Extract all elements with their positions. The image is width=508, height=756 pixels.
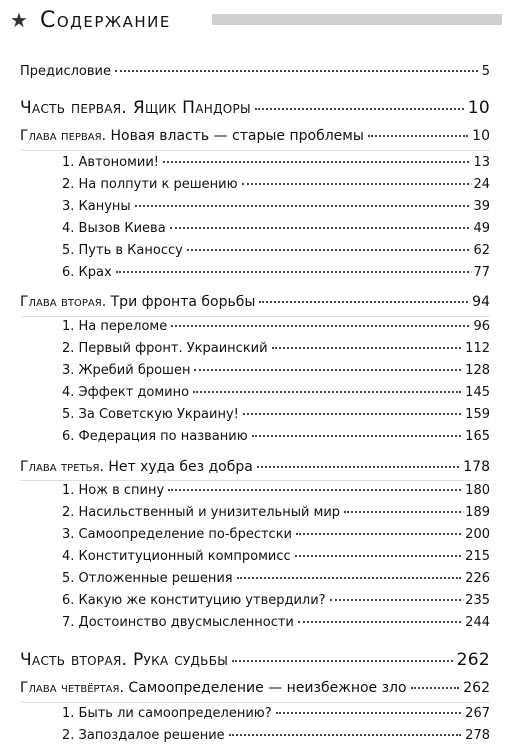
toc-entry-section[interactable] <box>62 363 490 378</box>
divider <box>20 316 490 317</box>
star-icon: ★ <box>10 8 28 32</box>
toc-entry-section[interactable] <box>62 615 490 630</box>
leader-dots <box>259 301 468 303</box>
toc-entry-page: 10 <box>467 98 490 118</box>
toc-section-label: 5. Путь в Каноссу <box>62 243 183 258</box>
leader-dots <box>115 70 478 72</box>
toc-entry-preface[interactable] <box>20 64 490 79</box>
toc-section-label: 6. Федерация по названию <box>62 429 248 444</box>
toc-entry-page: 24 <box>473 177 490 192</box>
toc-entry-section[interactable] <box>62 177 490 192</box>
toc-entry-section[interactable] <box>62 385 490 400</box>
toc-part-label: Часть первая. Ящик Пандоры <box>20 98 251 118</box>
leader-dots <box>411 687 460 689</box>
toc-section-label: 1. Автономии! <box>62 155 159 170</box>
toc-entry-page: 165 <box>465 429 490 444</box>
leader-dots <box>368 135 468 137</box>
leader-dots <box>232 660 453 662</box>
toc-entry-page: 145 <box>465 385 490 400</box>
toc-entry-section[interactable] <box>62 483 490 498</box>
leader-dots <box>135 205 470 207</box>
toc-entry-page: 180 <box>465 483 490 498</box>
toc-section-label: 2. Насильственный и унизительный мир <box>62 505 341 520</box>
toc-section-label: 3. Жребий брошен <box>62 363 191 378</box>
toc-section-label: 4. Вызов Киева <box>62 221 166 236</box>
toc-entry-section[interactable] <box>62 429 490 444</box>
toc-header <box>10 4 502 40</box>
leader-dots <box>194 369 461 371</box>
chapter-title: Три фронта борьбы <box>110 294 256 310</box>
leader-dots <box>257 466 459 468</box>
divider <box>20 702 490 703</box>
chapter-number: Глава первая. <box>20 128 107 144</box>
toc-entry-page: 62 <box>473 243 490 258</box>
chapter-title: Новая власть — старые проблемы <box>110 128 364 144</box>
leader-dots <box>242 183 470 185</box>
toc-entry-section[interactable] <box>62 155 490 170</box>
toc-entry-page: 39 <box>473 199 490 214</box>
toc-section-label: 2. Запоздалое решение <box>62 728 225 743</box>
toc-chapter-label <box>20 128 364 144</box>
toc-entry-chapter-1[interactable] <box>20 128 490 144</box>
leader-dots <box>276 712 462 714</box>
toc-section-label: 4. Эффект домино <box>62 385 190 400</box>
toc-entry-section[interactable] <box>62 549 490 564</box>
leader-dots <box>193 391 461 393</box>
toc-entry-part-2[interactable] <box>20 650 490 670</box>
toc-entry-page: 200 <box>465 527 490 542</box>
toc-section-label: 2. Первый фронт. Украинский <box>62 341 268 356</box>
toc-chapter-label <box>20 294 255 310</box>
chapter-title: Самоопределение — неизбежное зло <box>128 680 407 696</box>
toc-entry-page: 226 <box>465 571 490 586</box>
toc-entry-page: 244 <box>465 615 490 630</box>
toc-entry-page: 235 <box>465 593 490 608</box>
toc-section-label: 6. Крах <box>62 265 112 280</box>
toc-entry-part-1[interactable] <box>20 98 490 118</box>
toc-entry-page: 128 <box>465 363 490 378</box>
toc-entry-page: 112 <box>465 341 490 356</box>
toc-entry-page: 267 <box>465 706 490 721</box>
toc-entry-page: 215 <box>465 549 490 564</box>
toc-entry-page: 10 <box>472 128 490 144</box>
leader-dots <box>296 533 461 535</box>
toc-section-label: 7. Достоинство двусмысленности <box>62 615 294 630</box>
toc-entry-section[interactable] <box>62 243 490 258</box>
toc-entry-section[interactable] <box>62 341 490 356</box>
header-bar <box>212 14 502 25</box>
toc-section-label: 2. На полпути к решению <box>62 177 238 192</box>
toc-entry-section[interactable] <box>62 706 490 721</box>
leader-dots <box>170 227 470 229</box>
toc-entry-page: 278 <box>465 728 490 743</box>
toc-section-label: 6. Какую же конституцию утвердили? <box>62 593 326 608</box>
page-title: Содержание <box>40 8 171 33</box>
toc-section-label: 3. Самоопределение по-брестски <box>62 527 292 542</box>
leader-dots <box>163 161 469 163</box>
leader-dots <box>171 325 469 327</box>
toc-entry-page: 5 <box>481 64 490 79</box>
toc-entry-chapter-4[interactable] <box>20 680 490 696</box>
toc-entry-page: 77 <box>473 265 490 280</box>
leader-dots <box>255 108 464 110</box>
toc-entry-section[interactable] <box>62 571 490 586</box>
toc-entry-page: 159 <box>465 407 490 422</box>
chapter-number: Глава третья. <box>20 459 104 475</box>
leader-dots <box>252 435 462 437</box>
toc-entry-section[interactable] <box>62 265 490 280</box>
toc-section-label: 5. За Советскую Украину! <box>62 407 239 422</box>
toc-entry-page: 178 <box>463 459 490 475</box>
toc-entry-page: 94 <box>472 294 490 310</box>
leader-dots <box>229 734 462 736</box>
toc-entry-section[interactable] <box>62 593 490 608</box>
toc-entry-section[interactable] <box>62 319 490 334</box>
leader-dots <box>187 249 470 251</box>
divider <box>20 480 490 481</box>
toc-chapter-label <box>20 680 407 696</box>
toc-entry-page: 49 <box>473 221 490 236</box>
leader-dots <box>237 577 462 579</box>
toc-entry-section[interactable] <box>62 505 490 520</box>
divider <box>20 150 490 151</box>
leader-dots <box>116 271 470 273</box>
chapter-title: Нет худа без добра <box>108 459 253 475</box>
toc-entry-page: 96 <box>473 319 490 334</box>
toc-section-label: 1. Нож в спину <box>62 483 165 498</box>
toc-entry-page: 13 <box>473 155 490 170</box>
toc-entry-page: 262 <box>463 680 490 696</box>
toc-section-label: 4. Конституционный компромисс <box>62 549 291 564</box>
chapter-number: Глава четвёртая. <box>20 680 124 696</box>
leader-dots <box>295 555 462 557</box>
chapter-number: Глава вторая. <box>20 294 107 310</box>
leader-dots <box>298 621 461 623</box>
toc-section-label: 1. На переломе <box>62 319 168 334</box>
leader-dots <box>330 599 462 601</box>
leader-dots <box>344 511 461 513</box>
toc-section-label: 5. Отложенные решения <box>62 571 233 586</box>
toc-entry-section[interactable] <box>62 407 490 422</box>
leader-dots <box>168 489 461 491</box>
leader-dots <box>272 347 462 349</box>
leader-dots <box>243 413 461 415</box>
toc-entry-section[interactable] <box>62 199 490 214</box>
toc-chapter-label <box>20 459 253 475</box>
toc-section-label: 3. Кануны <box>62 199 131 214</box>
toc-section-label: 1. Быть ли самоопределению? <box>62 706 272 721</box>
toc-entry-page: 189 <box>465 505 490 520</box>
toc-entry-page: 262 <box>456 650 490 670</box>
toc-entry-section[interactable] <box>62 728 490 743</box>
toc-entry-chapter-2[interactable] <box>20 294 490 310</box>
toc-part-label: Часть вторая. Рука судьбы <box>20 650 229 670</box>
toc-entry-section[interactable] <box>62 527 490 542</box>
toc-entry-chapter-3[interactable] <box>20 459 490 475</box>
toc-entry-section[interactable] <box>62 221 490 236</box>
toc-entry-label: Предисловие <box>20 64 111 79</box>
